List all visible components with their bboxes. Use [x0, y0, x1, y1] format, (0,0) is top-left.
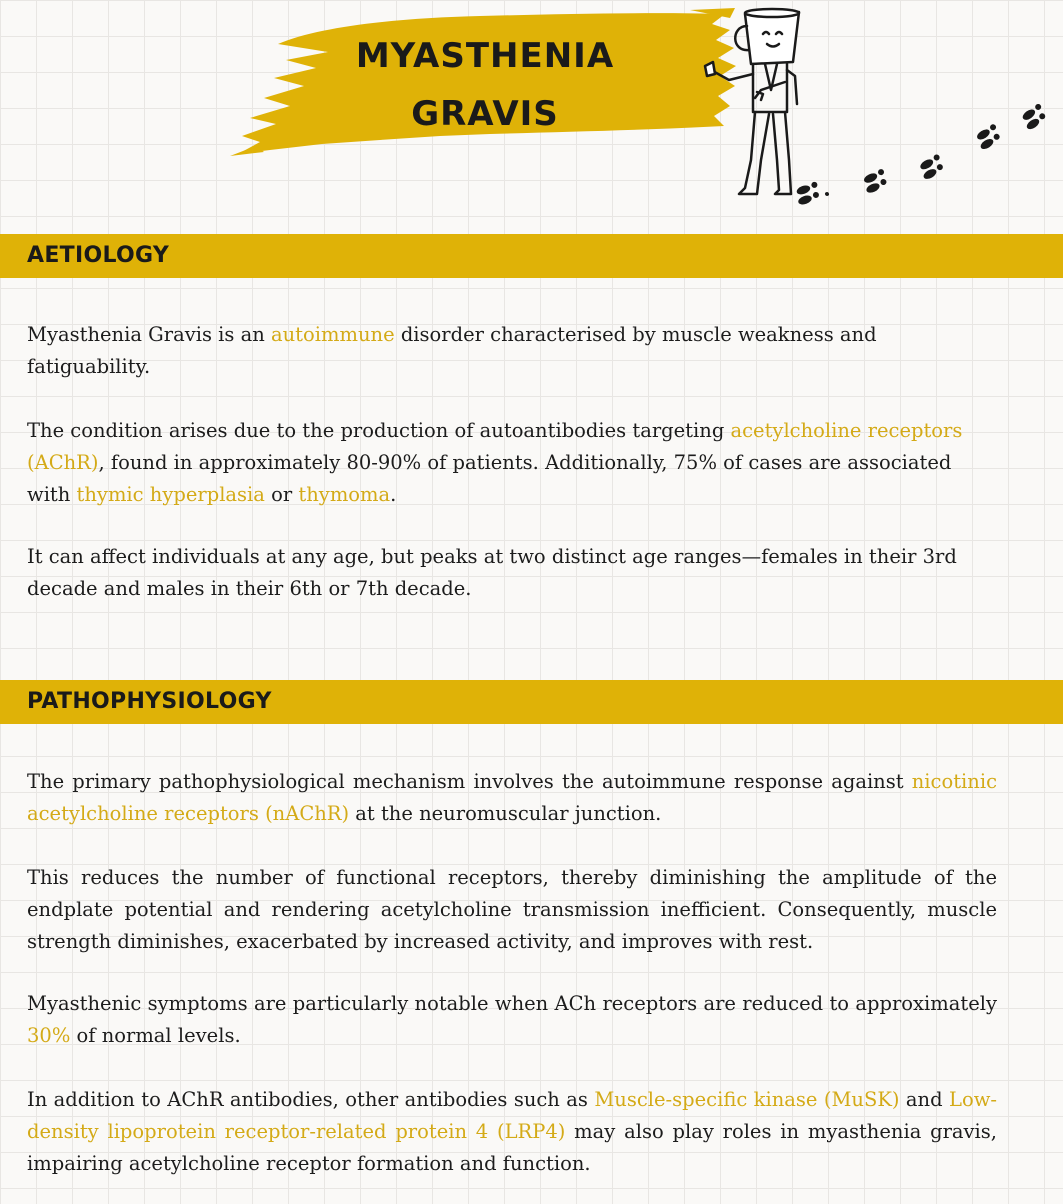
highlight-term: Muscle-specific kinase (MuSK) [594, 1088, 900, 1111]
highlight-term: 30% [27, 1024, 71, 1047]
section-heading-pathophysiology: PATHOPHYSIOLOGY [27, 689, 272, 714]
highlight-term: nicotinic acetylcholine receptors (nAChR) [27, 770, 997, 825]
text-segment: disorder characterised by muscle weakness and fatiguability. [27, 323, 877, 378]
highlight-term: autoimmune [270, 323, 395, 346]
highlight-term: thymic hyperplasia [76, 483, 265, 506]
title-block [230, 8, 740, 158]
highlight-term: Low-density lipoprotein receptor-related protein 4 (LRP4) [27, 1088, 997, 1143]
section-heading-aetiology: AETIOLOGY [27, 243, 170, 268]
text-segment: may also play roles in myasthenia gravis, impairing acetylcholine receptor formation and function. [27, 1120, 998, 1175]
highlight-term: acetylcholine receptors (AChR) [27, 419, 963, 474]
paragraph-patho-2 [27, 862, 997, 958]
paragraph-aetiology-1 [27, 319, 997, 383]
text-segment: at the neuromuscular junction. [349, 802, 662, 825]
section-banner-pathophysiology [0, 680, 1063, 724]
paragraph-aetiology-3 [27, 541, 997, 605]
section-banner-aetiology [0, 234, 1063, 278]
text-segment: . [390, 483, 397, 506]
paragraph-patho-1 [27, 766, 997, 830]
text-segment: The primary pathophysiological mechanism involves the autoimmune response against [27, 770, 912, 793]
text-segment: and [899, 1088, 949, 1111]
paragraph-patho-4 [27, 1084, 997, 1180]
highlight-term: thymoma [298, 483, 391, 506]
paragraph-aetiology-2 [27, 415, 997, 511]
title-line-1: MYASTHENIA [355, 36, 615, 76]
text-segment: or [264, 483, 299, 506]
footprints-icon [795, 100, 1063, 215]
text-segment: Myasthenic symptoms are particularly notable when ACh receptors are reduced to approximately [27, 992, 997, 1015]
text-segment: The condition arises due to the production of autoantibodies targeting [27, 419, 731, 442]
paragraph-patho-3 [27, 988, 997, 1052]
text-segment: In addition to AChR antibodies, other antibodies such as [27, 1088, 595, 1111]
text-segment: It can affect individuals at any age, but peaks at two distinct age ranges—females in their 3rd decade and males in their 6th or 7th decade. [27, 545, 957, 600]
text-segment: This reduces the number of functional receptors, thereby diminishing the amplitude of the endplate potential and rendering acetylcholine transmission inefficient. Consequently, muscle strength diminishes, exacerbated by increased activity, and improves with rest. [27, 866, 997, 953]
text-segment: of normal levels. [70, 1024, 241, 1047]
brush-stroke-icon [230, 8, 740, 158]
text-segment: , found in approximately 80-90% of patients. Additionally, 75% of cases are associated with [27, 451, 952, 506]
text-segment: Myasthenia Gravis is an [27, 323, 271, 346]
title-line-2: GRAVIS [411, 94, 559, 134]
